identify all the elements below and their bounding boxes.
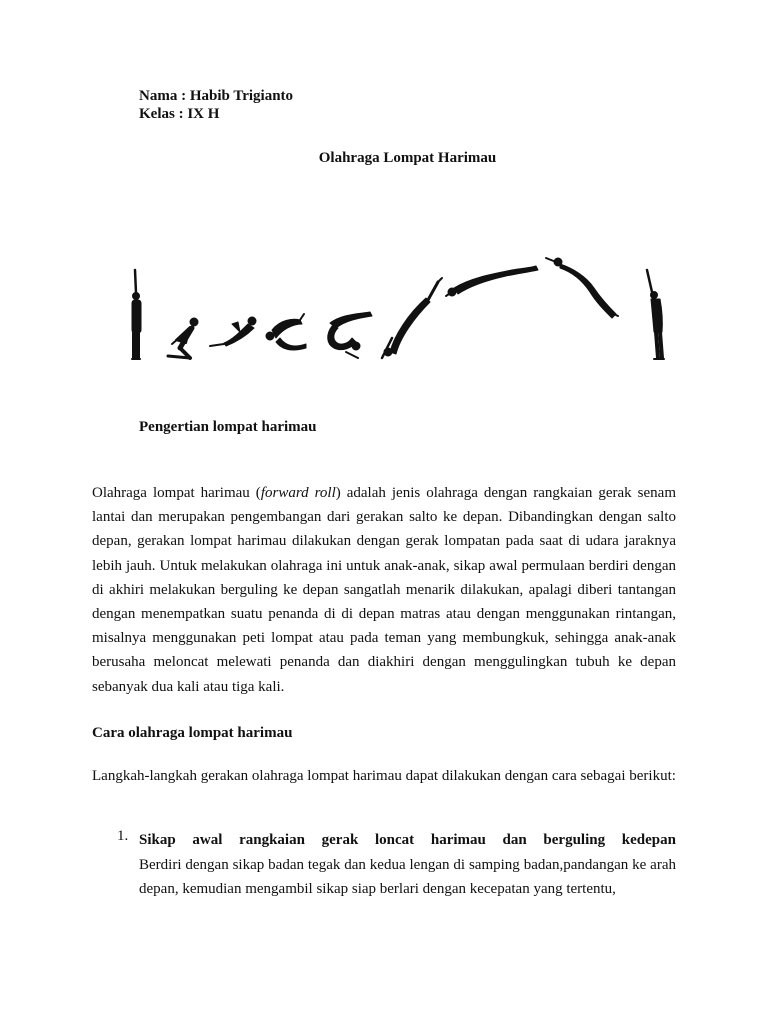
para-text-italic: forward roll [260,485,336,501]
figure-standing-end [647,270,664,359]
figure-dive-landing [382,278,442,358]
student-class: Kelas : IX H [139,106,220,122]
figure-tuck [210,317,256,346]
forward-roll-sequence-illustration [120,248,680,368]
figure-squat [168,318,198,358]
figure-standing-start [132,270,141,359]
list-item-body: Berdiri dengan sikap badan tegak dan kedua lengan di samping badan,pandangan ke arah depan, kemudian mengambil sikap siap berlari dengan kecepatan yang tertentu, [139,856,676,897]
para-text-pre: Olahraga lompat harimau ( [92,485,261,501]
section-heading-definition: Pengertian lompat harimau [139,419,317,435]
list-item-title: Sikap awal rangkaian gerak loncat harimau dan berguling kedepan [139,832,676,848]
list-item [139,828,676,902]
student-name: Nama : Habib Trigianto [139,88,294,104]
figure-roll-2 [328,312,372,358]
figure-roll-1 [266,314,306,350]
figure-takeoff [546,258,618,318]
section-heading-method: Cara olahraga lompat harimau [92,725,293,741]
figure-flight-arc [446,266,538,296]
para-text-post: ) adalah jenis olahraga dengan rangkaian gerak senam lantai dan merupakan pengembangan dari gerakan salto ke depan. Dibandingkan dengan salto depan, gerakan lompat harimau dilakukan dengan gerak lompatan pada saat di udara jaraknya lebih jauh. Untuk melakukan olahraga ini untuk anak-anak, sikap awal permulaan berdiri dengan di akhiri melakukan berguling ke depan sangatlah menarik dilakukan, apalagi diberi tantangan dengan menempatkan suatu penanda di di depan matras atau dengan menggunakan rintangan, misalnya menggunakan peti lompat atau pada teman yang membungkuk, sehingga anak-anak berusaha meloncat melewati penanda dan diakhiri dengan menggulingkan tubuh ke depan sebanyak dua kali atau tiga kali. [92,485,676,695]
document-title: Olahraga Lompat Harimau [318,150,497,166]
definition-paragraph [92,481,676,699]
list-item-number: 1. [117,828,129,844]
method-intro-paragraph: Langkah-langkah gerakan olahraga lompat harimau dapat dilakukan dengan cara sebagai berikut: [92,768,676,784]
